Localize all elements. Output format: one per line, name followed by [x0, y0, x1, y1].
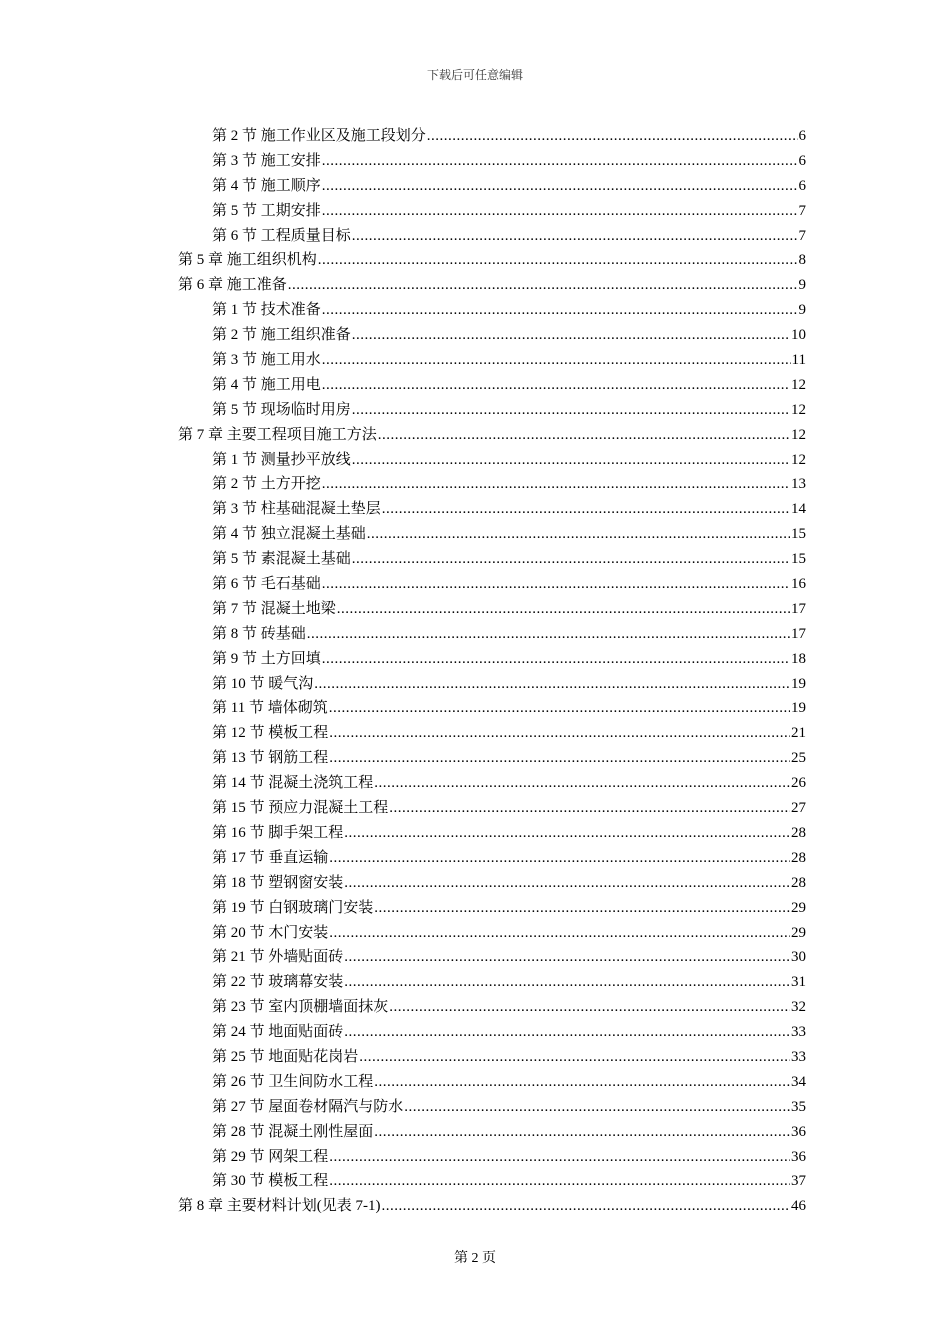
toc-section-entry[interactable]	[178, 522, 806, 547]
toc-entry-title: 第 4 节 施工顺序	[212, 177, 321, 194]
toc-entry-title: 第 8 节 砖基础	[212, 625, 306, 642]
toc-section-entry[interactable]	[178, 1045, 806, 1070]
toc-entry-page-number: 29	[791, 899, 806, 916]
toc-entry-title: 第 3 节 柱基础混凝土垫层	[212, 501, 381, 518]
toc-entry-title: 第 17 节 垂直运输	[212, 849, 329, 866]
table-of-contents	[178, 124, 806, 1219]
toc-entry-page-number: 18	[791, 650, 806, 667]
toc-entry-page-number: 17	[791, 625, 806, 642]
toc-entry-title: 第 7 节 混凝土地梁	[212, 600, 336, 617]
toc-section-entry[interactable]	[178, 1169, 806, 1194]
toc-entry-title: 第 18 节 塑钢窗安装	[212, 874, 344, 891]
toc-entry-title: 第 6 章 施工准备	[178, 277, 287, 294]
toc-entry-title: 第 2 节 土方开挖	[212, 476, 321, 493]
toc-section-entry[interactable]	[178, 323, 806, 348]
toc-entry-page-number: 34	[791, 1073, 806, 1090]
toc-section-entry[interactable]	[178, 597, 806, 622]
toc-entry-page-number: 25	[791, 750, 806, 767]
toc-section-entry[interactable]	[178, 572, 806, 597]
toc-entry-title: 第 2 节 施工组织准备	[212, 327, 351, 344]
toc-entry-page-number: 12	[791, 376, 806, 393]
toc-section-entry[interactable]	[178, 796, 806, 821]
toc-entry-page-number: 9	[798, 277, 806, 294]
toc-entry-title: 第 5 节 素混凝土基础	[212, 551, 351, 568]
toc-entry-page-number: 11	[791, 352, 806, 369]
toc-entry-title: 第 21 节 外墙贴面砖	[212, 949, 344, 966]
toc-entry-page-number: 8	[798, 252, 806, 269]
toc-section-entry[interactable]	[178, 995, 806, 1020]
toc-entry-title: 第 3 节 施工用水	[212, 352, 321, 369]
toc-dot-leader	[378, 427, 790, 444]
toc-entry-title: 第 27 节 屋面卷材隔汽与防水	[212, 1098, 404, 1115]
toc-dot-leader	[318, 252, 798, 269]
toc-dot-leader	[374, 775, 790, 792]
toc-section-entry[interactable]	[178, 1020, 806, 1045]
toc-dot-leader	[352, 402, 790, 419]
toc-section-entry[interactable]	[178, 1120, 806, 1145]
toc-section-entry[interactable]	[178, 1095, 806, 1120]
toc-section-entry[interactable]	[178, 373, 806, 398]
toc-entry-page-number: 14	[791, 501, 806, 518]
toc-dot-leader	[352, 551, 790, 568]
toc-entry-title: 第 20 节 木门安装	[212, 924, 329, 941]
toc-dot-leader	[322, 352, 791, 369]
toc-section-entry[interactable]	[178, 298, 806, 323]
toc-entry-page-number: 6	[798, 177, 806, 194]
toc-entry-page-number: 16	[791, 576, 806, 593]
toc-dot-leader	[307, 626, 790, 643]
toc-entry-page-number: 7	[798, 202, 806, 219]
toc-entry-page-number: 21	[791, 725, 806, 742]
toc-dot-leader	[322, 203, 798, 220]
toc-chapter-entry[interactable]	[178, 423, 806, 448]
toc-section-entry[interactable]	[178, 721, 806, 746]
toc-entry-title: 第 1 节 测量抄平放线	[212, 451, 351, 468]
toc-entry-title: 第 22 节 玻璃幕安装	[212, 974, 344, 991]
toc-dot-leader	[322, 302, 798, 319]
toc-entry-page-number: 30	[791, 949, 806, 966]
toc-section-entry[interactable]	[178, 696, 806, 721]
toc-entry-page-number: 19	[791, 700, 806, 717]
toc-dot-leader	[314, 676, 790, 693]
toc-section-entry[interactable]	[178, 174, 806, 199]
toc-entry-page-number: 27	[791, 800, 806, 817]
toc-chapter-entry[interactable]	[178, 1194, 806, 1219]
toc-section-entry[interactable]	[178, 1070, 806, 1095]
toc-dot-leader	[322, 377, 790, 394]
toc-dot-leader	[352, 228, 798, 245]
toc-section-entry[interactable]	[178, 921, 806, 946]
toc-chapter-entry[interactable]	[178, 248, 806, 273]
toc-entry-title: 第 24 节 地面贴面砖	[212, 1024, 344, 1041]
toc-dot-leader	[344, 974, 790, 991]
toc-dot-leader	[322, 651, 790, 668]
toc-entry-page-number: 31	[791, 974, 806, 991]
toc-entry-title: 第 28 节 混凝土刚性屋面	[212, 1123, 374, 1140]
toc-entry-title: 第 8 章 主要材料计划(见表 7-1)	[178, 1198, 381, 1215]
toc-dot-leader	[374, 900, 790, 917]
toc-section-entry[interactable]	[178, 199, 806, 224]
toc-entry-page-number: 28	[791, 824, 806, 841]
toc-entry-page-number: 7	[798, 227, 806, 244]
toc-entry-page-number: 35	[791, 1098, 806, 1115]
toc-dot-leader	[389, 999, 790, 1016]
toc-entry-title: 第 6 节 毛石基础	[212, 576, 321, 593]
toc-entry-page-number: 19	[791, 675, 806, 692]
toc-dot-leader	[329, 700, 790, 717]
toc-dot-leader	[382, 501, 790, 518]
toc-section-entry[interactable]	[178, 497, 806, 522]
toc-entry-title: 第 30 节 模板工程	[212, 1173, 329, 1190]
toc-dot-leader	[352, 452, 790, 469]
toc-entry-page-number: 13	[791, 476, 806, 493]
toc-entry-title: 第 10 节 暖气沟	[212, 675, 314, 692]
toc-section-entry[interactable]	[178, 647, 806, 672]
toc-section-entry[interactable]	[178, 348, 806, 373]
toc-section-entry[interactable]	[178, 672, 806, 697]
toc-section-entry[interactable]	[178, 398, 806, 423]
toc-dot-leader	[344, 875, 790, 892]
toc-entry-title: 第 6 节 工程质量目标	[212, 227, 351, 244]
toc-section-entry[interactable]	[178, 622, 806, 647]
toc-entry-page-number: 10	[791, 327, 806, 344]
toc-dot-leader	[359, 1049, 790, 1066]
toc-entry-title: 第 5 章 施工组织机构	[178, 252, 317, 269]
toc-dot-leader	[344, 949, 790, 966]
toc-entry-page-number: 12	[791, 426, 806, 443]
toc-dot-leader	[329, 850, 790, 867]
toc-section-entry[interactable]	[178, 149, 806, 174]
toc-entry-page-number: 36	[791, 1148, 806, 1165]
toc-entry-title: 第 7 章 主要工程项目施工方法	[178, 426, 377, 443]
toc-entry-title: 第 19 节 白钢玻璃门安装	[212, 899, 374, 916]
toc-dot-leader	[344, 825, 790, 842]
toc-entry-page-number: 12	[791, 401, 806, 418]
page-header: 下载后可任意编辑	[426, 68, 523, 82]
toc-section-entry[interactable]	[178, 746, 806, 771]
toc-dot-leader	[344, 1024, 790, 1041]
toc-dot-leader	[382, 1198, 791, 1215]
toc-dot-leader	[427, 128, 798, 145]
toc-entry-page-number: 6	[798, 152, 806, 169]
toc-entry-title: 第 1 节 技术准备	[212, 302, 321, 319]
toc-dot-leader	[288, 277, 798, 294]
toc-entry-title: 第 25 节 地面贴花岗岩	[212, 1048, 359, 1065]
toc-entry-title: 第 23 节 室内顶棚墙面抹灰	[212, 999, 389, 1016]
toc-dot-leader	[322, 476, 790, 493]
toc-entry-page-number: 12	[791, 451, 806, 468]
toc-dot-leader	[329, 925, 790, 942]
toc-dot-leader	[337, 601, 790, 618]
toc-dot-leader	[322, 153, 798, 170]
toc-dot-leader	[322, 576, 790, 593]
toc-section-entry[interactable]	[178, 846, 806, 871]
toc-section-entry[interactable]	[178, 945, 806, 970]
toc-dot-leader	[329, 1149, 790, 1166]
toc-dot-leader	[404, 1099, 790, 1116]
toc-entry-page-number: 9	[798, 302, 806, 319]
toc-dot-leader	[322, 178, 798, 195]
toc-entry-page-number: 36	[791, 1123, 806, 1140]
toc-entry-title: 第 12 节 模板工程	[212, 725, 329, 742]
toc-entry-page-number: 33	[791, 1024, 806, 1041]
toc-entry-page-number: 37	[791, 1173, 806, 1190]
toc-section-entry[interactable]	[178, 871, 806, 896]
toc-entry-title: 第 4 节 独立混凝土基础	[212, 526, 366, 543]
toc-section-entry[interactable]	[178, 896, 806, 921]
toc-entry-title: 第 5 节 现场临时用房	[212, 401, 351, 418]
toc-chapter-entry[interactable]	[178, 273, 806, 298]
toc-section-entry[interactable]	[178, 124, 806, 149]
toc-section-entry[interactable]	[178, 1145, 806, 1170]
toc-entry-page-number: 29	[791, 924, 806, 941]
toc-dot-leader	[374, 1074, 790, 1091]
toc-entry-page-number: 6	[798, 128, 806, 144]
toc-dot-leader	[329, 750, 790, 767]
toc-entry-page-number: 26	[791, 775, 806, 792]
toc-entry-title: 第 15 节 预应力混凝土工程	[212, 800, 389, 817]
toc-section-entry[interactable]	[178, 224, 806, 249]
toc-section-entry[interactable]	[178, 771, 806, 796]
toc-dot-leader	[389, 800, 790, 817]
toc-entry-page-number: 15	[791, 551, 806, 568]
toc-dot-leader	[329, 725, 790, 742]
toc-section-entry[interactable]	[178, 547, 806, 572]
toc-entry-page-number: 32	[791, 999, 806, 1016]
toc-entry-title: 第 11 节 墙体砌筑	[212, 700, 328, 717]
toc-dot-leader	[352, 327, 790, 344]
page-number: 第 2 页	[454, 1251, 496, 1266]
toc-section-entry[interactable]	[178, 970, 806, 995]
toc-section-entry[interactable]	[178, 821, 806, 846]
toc-entry-title: 第 2 节 施工作业区及施工段划分	[212, 128, 426, 144]
toc-entry-title: 第 5 节 工期安排	[212, 202, 321, 219]
toc-entry-page-number: 33	[791, 1048, 806, 1065]
toc-entry-page-number: 17	[791, 600, 806, 617]
toc-entry-title: 第 9 节 土方回填	[212, 650, 321, 667]
toc-entry-page-number: 28	[791, 849, 806, 866]
toc-section-entry[interactable]	[178, 472, 806, 497]
toc-entry-page-number: 15	[791, 526, 806, 543]
toc-entry-page-number: 46	[791, 1198, 806, 1215]
toc-entry-title: 第 13 节 钢筋工程	[212, 750, 329, 767]
toc-entry-title: 第 29 节 网架工程	[212, 1148, 329, 1165]
toc-entry-title: 第 26 节 卫生间防水工程	[212, 1073, 374, 1090]
toc-dot-leader	[374, 1124, 790, 1141]
toc-dot-leader	[367, 526, 790, 543]
toc-entry-title: 第 4 节 施工用电	[212, 376, 321, 393]
toc-dot-leader	[329, 1173, 790, 1190]
toc-entry-title: 第 3 节 施工安排	[212, 152, 321, 169]
toc-entry-title: 第 14 节 混凝土浇筑工程	[212, 775, 374, 792]
toc-section-entry[interactable]	[178, 448, 806, 473]
toc-entry-title: 第 16 节 脚手架工程	[212, 824, 344, 841]
toc-entry-page-number: 28	[791, 874, 806, 891]
